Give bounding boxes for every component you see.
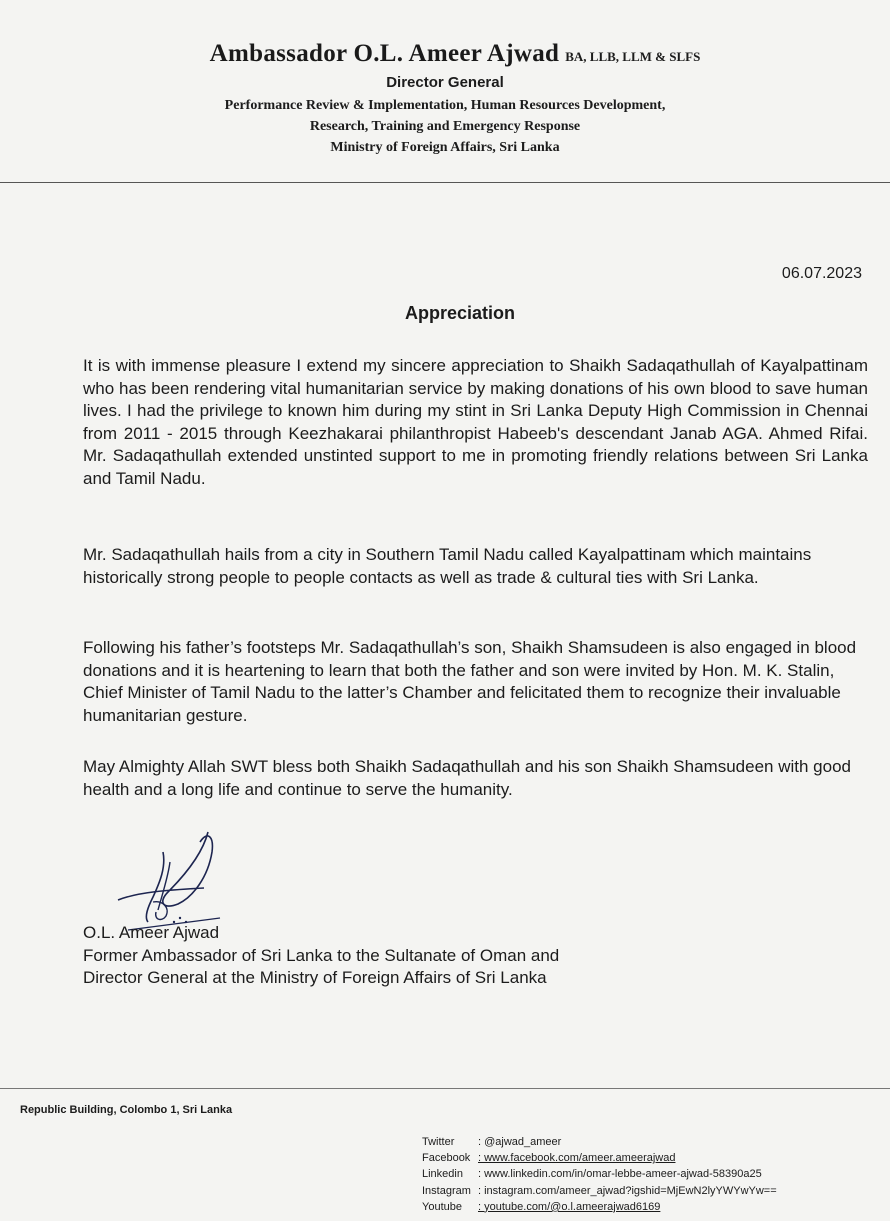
department-line-2: Research, Training and Emergency Response (309, 119, 581, 134)
sender-qualifications: BA, LLB, LLM & SLFS (565, 49, 701, 64)
body-paragraph-2: Mr. Sadaqathullah hails from a city in Southern Tamil Nadu called Kayalpattinam which maintains historically strong people to people contacts as well as trade & cultural ties with Sri Lanka. (83, 545, 812, 587)
signatory-name: O.L. Ameer Ajwad (83, 923, 220, 942)
body-paragraph-3: Following his father’s footsteps Mr. Sadaqathullah’s son, Shaikh Shamsudeen is also engaged in blood donations and it is heartening to learn that both the father and son were invited by Hon. M. K. Stalin, Chief Minister of Tamil Nadu to the latter’s Chamber and felicitated them to recognize their invaluable humanitarian gesture. (83, 638, 857, 725)
letter-heading: Appreciation (404, 303, 515, 323)
social-label: Linkedin (422, 1168, 463, 1181)
header-divider (0, 182, 890, 183)
social-row-youtube (422, 1199, 777, 1215)
letter-date: 06.07.2023 (781, 265, 862, 282)
social-links (422, 1134, 777, 1215)
signatory-role-line-2: Director General at the Ministry of Foreign Affairs of Sri Lanka (83, 968, 547, 987)
social-row-facebook (422, 1150, 777, 1166)
sender-name: Ambassador O.L. Ameer Ajwad (209, 40, 560, 67)
youtube-link[interactable]: : youtube.com/@o.l.ameerajwad6169 (478, 1200, 661, 1213)
signature-block (83, 922, 559, 990)
letterhead (0, 40, 890, 158)
signatory-role-line-1: Former Ambassador of Sri Lanka to the Sultanate of Oman and (83, 945, 560, 965)
footer-address: Republic Building, Colombo 1, Sri Lanka (20, 1104, 233, 1116)
linkedin-link: : www.linkedin.com/in/omar-lebbe-ameer-ajwad-58390a25 (478, 1168, 762, 1181)
footer-divider (0, 1088, 890, 1089)
sender-title: Director General (386, 74, 504, 91)
social-row-linkedin (422, 1166, 777, 1182)
twitter-handle: : @ajwad_ameer (478, 1136, 562, 1148)
social-row-instagram (422, 1183, 777, 1199)
social-label: Youtube (422, 1200, 462, 1213)
social-label: Facebook (422, 1152, 471, 1165)
department-line-1: Performance Review & Implementation, Human Resources Development, (224, 98, 666, 113)
body-paragraph-1: It is with immense pleasure I extend my sincere appreciation to Shaikh Sadaqathullah of Kayalpattinam who has been rendering vital humanitarian service by making donations of his own blood to save human lives. I had the privilege to known him during my stint in Sri Lanka Deputy High Commission in Chennai from 2011 - 2015 through Keezhakarai philanthropist Habeeb's descendant Janab AGA. Ahmed Rifai. Mr. Sadaqathullah extended unstinted support to me in promoting friendly relations between Sri Lanka and Tamil Nadu. (83, 356, 868, 488)
ministry-line: Ministry of Foreign Affairs, Sri Lanka (330, 140, 560, 155)
social-label: Instagram (422, 1184, 471, 1197)
instagram-link: : instagram.com/ameer_ajwad?igshid=MjEwN2lyYWYwYw== (478, 1184, 777, 1197)
social-label: Twitter (422, 1136, 455, 1148)
facebook-link[interactable]: : www.facebook.com/ameer.ameerajwad (478, 1152, 676, 1165)
letterhead-name-line (0, 40, 890, 68)
body-paragraph-4: May Almighty Allah SWT bless both Shaikh Sadaqathullah and his son Shaikh Shamsudeen with good health and a long life and continue to serve the humanity. (83, 757, 851, 799)
social-row-twitter (422, 1134, 777, 1150)
